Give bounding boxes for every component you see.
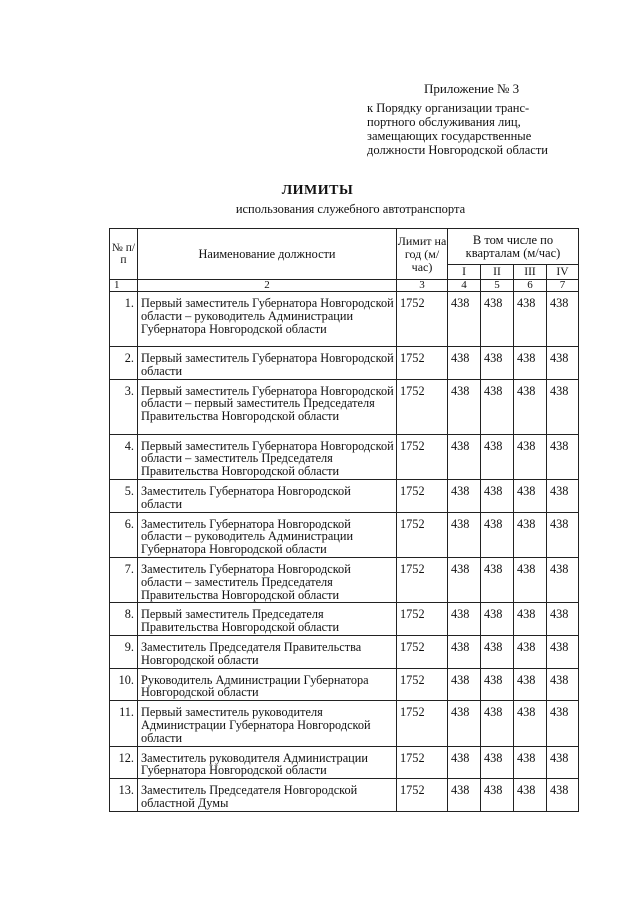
quarter-1-limit: 438	[448, 512, 481, 557]
position-name: Заместитель руководителя Администрации Губернатора Новгородской области	[138, 746, 397, 779]
quarter-4-limit: 438	[547, 347, 579, 380]
quarter-1-limit: 438	[448, 347, 481, 380]
appendix-line: должности Новгородской области	[367, 143, 548, 157]
quarter-2-limit: 438	[481, 779, 514, 812]
quarter-2-limit: 438	[481, 512, 514, 557]
annual-limit: 1752	[397, 668, 448, 701]
quarter-4-limit: 438	[547, 746, 579, 779]
annual-limit: 1752	[397, 479, 448, 512]
quarter-2-limit: 438	[481, 603, 514, 636]
quarter-4-limit: 438	[547, 779, 579, 812]
column-index: 3	[397, 280, 448, 292]
quarter-1-limit: 438	[448, 635, 481, 668]
table-row	[110, 779, 579, 812]
quarter-1-limit: 438	[448, 701, 481, 746]
position-name: Первый заместитель Губернатора Новгородской области – первый заместитель Председателя Правительства Новгородской области	[138, 379, 397, 434]
position-name: Первый заместитель Губернатора Новгородской области	[138, 347, 397, 380]
quarter-4-limit: 438	[547, 668, 579, 701]
annual-limit: 1752	[397, 603, 448, 636]
position-name: Заместитель Губернатора Новгородской области – заместитель Председателя Правительства Новгородской области	[138, 557, 397, 602]
table-row	[110, 603, 579, 636]
quarter-2-limit: 438	[481, 557, 514, 602]
position-name: Первый заместитель Губернатора Новгородской области – заместитель Председателя Правительства Новгородской области	[138, 434, 397, 479]
row-number: 6.	[110, 512, 138, 557]
table-row	[110, 512, 579, 557]
position-name: Первый заместитель Губернатора Новгородской области – руководитель Администрации Губернатора Новгородской области	[138, 292, 397, 347]
annual-limit: 1752	[397, 779, 448, 812]
quarter-2-limit: 438	[481, 746, 514, 779]
position-name: Первый заместитель руководителя Администрации Губернатора Новгородской области	[138, 701, 397, 746]
quarter-1-limit: 438	[448, 292, 481, 347]
annual-limit: 1752	[397, 701, 448, 746]
quarter-4-limit: 438	[547, 557, 579, 602]
quarter-4-limit: 438	[547, 292, 579, 347]
quarter-3-limit: 438	[514, 779, 547, 812]
appendix-line: замещающих государственные	[367, 129, 532, 143]
quarter-2-limit: 438	[481, 292, 514, 347]
quarter-4-limit: 438	[547, 512, 579, 557]
quarter-1-limit: 438	[448, 668, 481, 701]
quarter-4-limit: 438	[547, 603, 579, 636]
quarter-3-limit: 438	[514, 479, 547, 512]
annual-limit: 1752	[397, 434, 448, 479]
appendix-line: к Порядку организации транс-	[367, 101, 530, 115]
quarter-1-limit: 438	[448, 379, 481, 434]
header-quarter-3: III	[514, 265, 547, 280]
column-index: 1	[110, 280, 138, 292]
annual-limit: 1752	[397, 557, 448, 602]
table-row	[110, 701, 579, 746]
annual-limit: 1752	[397, 512, 448, 557]
quarter-4-limit: 438	[547, 635, 579, 668]
quarter-2-limit: 438	[481, 635, 514, 668]
quarter-4-limit: 438	[547, 434, 579, 479]
quarter-3-limit: 438	[514, 668, 547, 701]
quarter-1-limit: 438	[448, 779, 481, 812]
quarter-3-limit: 438	[514, 746, 547, 779]
quarter-1-limit: 438	[448, 746, 481, 779]
quarter-3-limit: 438	[514, 434, 547, 479]
quarter-4-limit: 438	[547, 479, 579, 512]
document-subtitle: использования служебного автотранспорта	[235, 202, 466, 216]
quarter-3-limit: 438	[514, 603, 547, 636]
quarter-1-limit: 438	[448, 557, 481, 602]
row-number: 3.	[110, 379, 138, 434]
row-number: 8.	[110, 603, 138, 636]
table-row	[110, 635, 579, 668]
appendix-reference	[367, 101, 597, 157]
header-quarter-2: II	[481, 265, 514, 280]
row-number: 2.	[110, 347, 138, 380]
appendix-line: портного обслуживания лиц,	[367, 115, 521, 129]
table-row	[110, 379, 579, 434]
column-index-row	[110, 280, 579, 292]
row-number: 11.	[110, 701, 138, 746]
annual-limit: 1752	[397, 635, 448, 668]
header-quarter-4: IV	[547, 265, 579, 280]
row-number: 5.	[110, 479, 138, 512]
quarter-4-limit: 438	[547, 701, 579, 746]
column-index: 6	[514, 280, 547, 292]
position-name: Заместитель Губернатора Новгородской области	[138, 479, 397, 512]
quarter-2-limit: 438	[481, 701, 514, 746]
quarter-1-limit: 438	[448, 434, 481, 479]
position-name: Первый заместитель Председателя Правительства Новгородской области	[138, 603, 397, 636]
quarter-3-limit: 438	[514, 557, 547, 602]
quarter-3-limit: 438	[514, 512, 547, 557]
table-row	[110, 668, 579, 701]
quarter-2-limit: 438	[481, 379, 514, 434]
quarter-3-limit: 438	[514, 701, 547, 746]
column-index: 5	[481, 280, 514, 292]
column-index: 4	[448, 280, 481, 292]
quarter-3-limit: 438	[514, 635, 547, 668]
quarter-2-limit: 438	[481, 347, 514, 380]
header-number: № п/п	[110, 229, 138, 280]
annual-limit: 1752	[397, 347, 448, 380]
position-name: Заместитель Председателя Новгородской областной Думы	[138, 779, 397, 812]
position-name: Заместитель Губернатора Новгородской области – руководитель Администрации Губернатора Новгородской области	[138, 512, 397, 557]
limits-table	[109, 228, 579, 812]
quarter-1-limit: 438	[448, 479, 481, 512]
row-number: 4.	[110, 434, 138, 479]
row-number: 12.	[110, 746, 138, 779]
column-index: 2	[138, 280, 397, 292]
table-row	[110, 479, 579, 512]
header-quarters-group: В том числе по кварталам (м/час)	[448, 229, 579, 265]
quarter-2-limit: 438	[481, 668, 514, 701]
row-number: 13.	[110, 779, 138, 812]
quarter-3-limit: 438	[514, 379, 547, 434]
header-annual-limit: Лимит на год (м/час)	[397, 229, 448, 280]
quarter-3-limit: 438	[514, 347, 547, 380]
table-row	[110, 746, 579, 779]
quarter-2-limit: 438	[481, 479, 514, 512]
annual-limit: 1752	[397, 292, 448, 347]
annual-limit: 1752	[397, 746, 448, 779]
row-number: 10.	[110, 668, 138, 701]
quarter-2-limit: 438	[481, 434, 514, 479]
row-number: 7.	[110, 557, 138, 602]
table-row	[110, 434, 579, 479]
header-quarter-1: I	[448, 265, 481, 280]
row-number: 9.	[110, 635, 138, 668]
table-row	[110, 347, 579, 380]
column-index: 7	[547, 280, 579, 292]
position-name: Заместитель Председателя Правительства Новгородской области	[138, 635, 397, 668]
row-number: 1.	[110, 292, 138, 347]
quarter-3-limit: 438	[514, 292, 547, 347]
position-name: Руководитель Администрации Губернатора Новгородской области	[138, 668, 397, 701]
appendix-title: Приложение № 3	[424, 81, 520, 96]
table-row	[110, 292, 579, 347]
annual-limit: 1752	[397, 379, 448, 434]
header-position-name: Наименование должности	[138, 229, 397, 280]
quarter-4-limit: 438	[547, 379, 579, 434]
document-title: ЛИМИТЫ	[281, 183, 354, 198]
quarter-1-limit: 438	[448, 603, 481, 636]
table-row	[110, 557, 579, 602]
